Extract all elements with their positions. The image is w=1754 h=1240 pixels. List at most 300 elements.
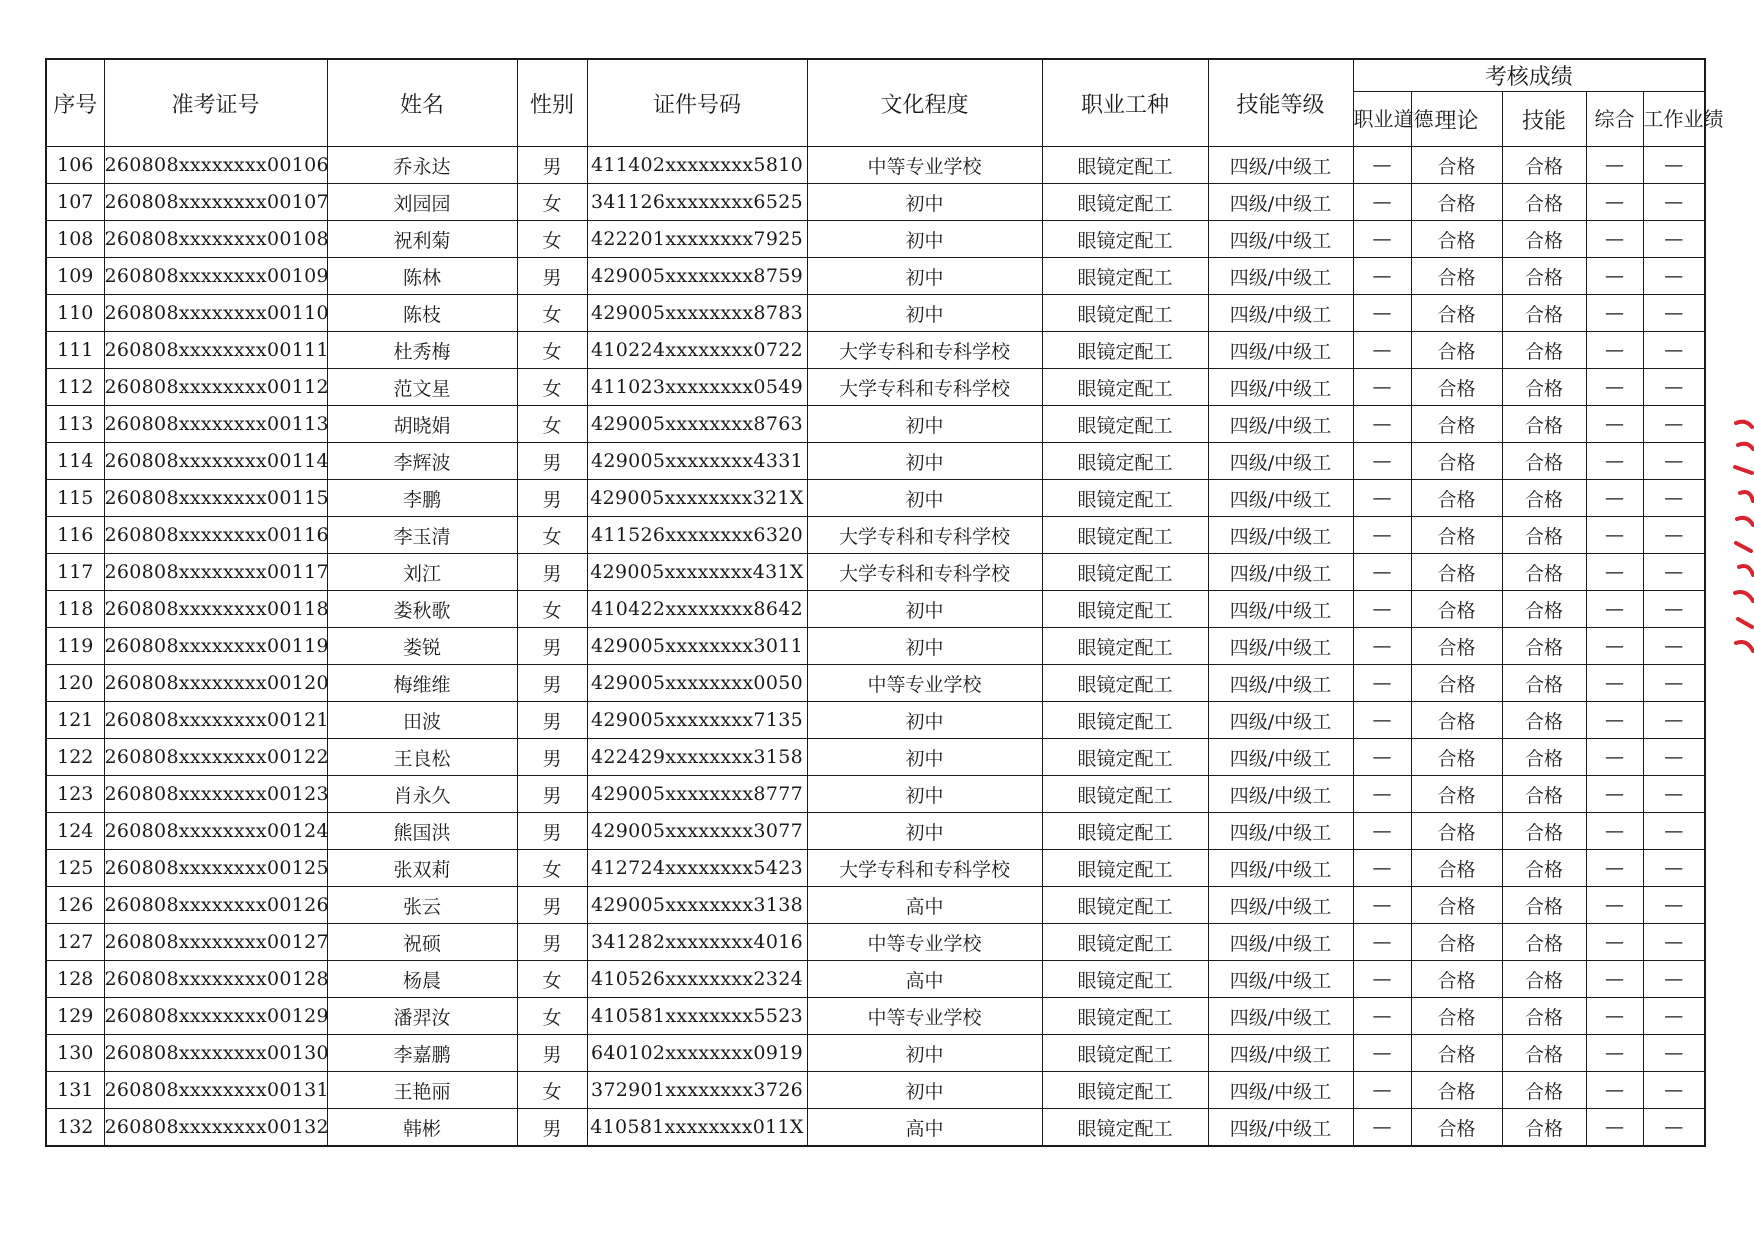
cell-skill-level: 四级/中级工 <box>1208 147 1353 184</box>
cell-ethics: — <box>1353 443 1411 480</box>
cell-name: 张云 <box>327 887 517 924</box>
cell-skill: 合格 <box>1502 480 1586 517</box>
cell-skill: 合格 <box>1502 998 1586 1035</box>
cell-gender: 女 <box>517 332 587 369</box>
cell-work-performance: — <box>1643 776 1705 813</box>
cell-occupation: 眼镜定配工 <box>1042 258 1208 295</box>
cell-seq: 123 <box>46 776 104 813</box>
cell-name: 韩彬 <box>327 1109 517 1147</box>
cell-gender: 男 <box>517 739 587 776</box>
cell-comprehensive: — <box>1586 369 1643 406</box>
results-table <box>45 58 1724 1147</box>
cell-comprehensive: — <box>1586 739 1643 776</box>
cell-id-number: 410526xxxxxxxx2324 <box>587 961 807 998</box>
cell-exam-id: 260808xxxxxxxx00117 <box>104 554 327 591</box>
cell-skill: 合格 <box>1502 258 1586 295</box>
cell-seq: 109 <box>46 258 104 295</box>
cell-ethics: — <box>1353 554 1411 591</box>
cell-id-number: 412724xxxxxxxx5423 <box>587 850 807 887</box>
cell-occupation: 眼镜定配工 <box>1042 517 1208 554</box>
cell-exam-id: 260808xxxxxxxx00114 <box>104 443 327 480</box>
cell-name: 乔永达 <box>327 147 517 184</box>
cell-exam-id: 260808xxxxxxxx00126 <box>104 887 327 924</box>
cell-education: 初中 <box>807 1035 1042 1072</box>
cell-ethics: — <box>1353 221 1411 258</box>
cell-theory: 合格 <box>1411 850 1502 887</box>
cell-theory: 合格 <box>1411 813 1502 850</box>
cell-comprehensive: — <box>1586 295 1643 332</box>
table-row <box>46 147 1705 184</box>
cell-ethics: — <box>1353 295 1411 332</box>
table-row <box>46 332 1705 369</box>
cell-name: 李玉清 <box>327 517 517 554</box>
cell-education: 初中 <box>807 258 1042 295</box>
cell-id-number: 429005xxxxxxxx3077 <box>587 813 807 850</box>
cell-skill-level: 四级/中级工 <box>1208 1035 1353 1072</box>
cell-ethics: — <box>1353 776 1411 813</box>
cell-theory: 合格 <box>1411 1072 1502 1109</box>
cell-occupation: 眼镜定配工 <box>1042 776 1208 813</box>
cell-skill-level: 四级/中级工 <box>1208 1072 1353 1109</box>
cell-theory: 合格 <box>1411 739 1502 776</box>
cell-ethics: — <box>1353 517 1411 554</box>
cell-theory: 合格 <box>1411 517 1502 554</box>
cell-occupation: 眼镜定配工 <box>1042 998 1208 1035</box>
cell-comprehensive: — <box>1586 147 1643 184</box>
cell-skill-level: 四级/中级工 <box>1208 332 1353 369</box>
cell-occupation: 眼镜定配工 <box>1042 443 1208 480</box>
cell-seq: 110 <box>46 295 104 332</box>
table-row <box>46 850 1705 887</box>
cell-name: 杜秀梅 <box>327 332 517 369</box>
cell-education: 中等专业学校 <box>807 998 1042 1035</box>
cell-occupation: 眼镜定配工 <box>1042 554 1208 591</box>
cell-ethics: — <box>1353 147 1411 184</box>
cell-education: 高中 <box>807 1109 1042 1147</box>
cell-name: 范文星 <box>327 369 517 406</box>
cell-comprehensive: — <box>1586 480 1643 517</box>
cell-work-performance: — <box>1643 406 1705 443</box>
cell-ethics: — <box>1353 887 1411 924</box>
cell-exam-id: 260808xxxxxxxx00109 <box>104 258 327 295</box>
cell-skill-level: 四级/中级工 <box>1208 702 1353 739</box>
cell-gender: 女 <box>517 850 587 887</box>
cell-occupation: 眼镜定配工 <box>1042 480 1208 517</box>
cell-work-performance: — <box>1643 924 1705 961</box>
cell-id-number: 372901xxxxxxxx3726 <box>587 1072 807 1109</box>
cell-exam-id: 260808xxxxxxxx00121 <box>104 702 327 739</box>
cell-ethics: — <box>1353 850 1411 887</box>
cell-work-performance: — <box>1643 295 1705 332</box>
cell-occupation: 眼镜定配工 <box>1042 739 1208 776</box>
cell-comprehensive: — <box>1586 1109 1643 1147</box>
cell-comprehensive: — <box>1586 554 1643 591</box>
header-ethics: 职业道德 <box>1353 92 1411 147</box>
cell-theory: 合格 <box>1411 332 1502 369</box>
cell-id-number: 341282xxxxxxxx4016 <box>587 924 807 961</box>
cell-theory: 合格 <box>1411 961 1502 998</box>
cell-seq: 128 <box>46 961 104 998</box>
cell-seq: 117 <box>46 554 104 591</box>
cell-theory: 合格 <box>1411 369 1502 406</box>
cell-name: 娄秋歌 <box>327 591 517 628</box>
cell-skill: 合格 <box>1502 554 1586 591</box>
cell-skill: 合格 <box>1502 1035 1586 1072</box>
cell-ethics: — <box>1353 1072 1411 1109</box>
cell-seq: 112 <box>46 369 104 406</box>
cell-gender: 男 <box>517 1035 587 1072</box>
cell-name: 娄锐 <box>327 628 517 665</box>
cell-exam-id: 260808xxxxxxxx00106 <box>104 147 327 184</box>
cell-seq: 127 <box>46 924 104 961</box>
cell-comprehensive: — <box>1586 332 1643 369</box>
header-id-number: 证件号码 <box>587 59 807 147</box>
cell-work-performance: — <box>1643 554 1705 591</box>
cell-skill-level: 四级/中级工 <box>1208 517 1353 554</box>
cell-gender: 女 <box>517 998 587 1035</box>
cell-seq: 126 <box>46 887 104 924</box>
cell-skill: 合格 <box>1502 813 1586 850</box>
cell-theory: 合格 <box>1411 295 1502 332</box>
table-row <box>46 813 1705 850</box>
header-work-performance: 工作业绩 <box>1643 92 1705 147</box>
cell-skill: 合格 <box>1502 406 1586 443</box>
cell-ethics: — <box>1353 184 1411 221</box>
cell-skill-level: 四级/中级工 <box>1208 591 1353 628</box>
cell-education: 初中 <box>807 813 1042 850</box>
cell-ethics: — <box>1353 924 1411 961</box>
cell-id-number: 429005xxxxxxxx431X <box>587 554 807 591</box>
cell-gender: 男 <box>517 665 587 702</box>
cell-exam-id: 260808xxxxxxxx00130 <box>104 1035 327 1072</box>
cell-gender: 女 <box>517 961 587 998</box>
cell-comprehensive: — <box>1586 406 1643 443</box>
header-row-top <box>46 59 1705 92</box>
cell-gender: 男 <box>517 443 587 480</box>
cell-gender: 男 <box>517 628 587 665</box>
cell-exam-id: 260808xxxxxxxx00111 <box>104 332 327 369</box>
cell-comprehensive: — <box>1586 517 1643 554</box>
cell-education: 大学专科和专科学校 <box>807 332 1042 369</box>
cell-work-performance: — <box>1643 702 1705 739</box>
table-row <box>46 665 1705 702</box>
cell-skill: 合格 <box>1502 665 1586 702</box>
cell-exam-id: 260808xxxxxxxx00108 <box>104 221 327 258</box>
cell-education: 初中 <box>807 591 1042 628</box>
cell-comprehensive: — <box>1586 665 1643 702</box>
cell-occupation: 眼镜定配工 <box>1042 332 1208 369</box>
cell-name: 梅维维 <box>327 665 517 702</box>
cell-id-number: 640102xxxxxxxx0919 <box>587 1035 807 1072</box>
cell-seq: 131 <box>46 1072 104 1109</box>
cell-work-performance: — <box>1643 591 1705 628</box>
cell-gender: 男 <box>517 924 587 961</box>
cell-skill: 合格 <box>1502 369 1586 406</box>
cell-ethics: — <box>1353 998 1411 1035</box>
cell-ethics: — <box>1353 665 1411 702</box>
cell-exam-id: 260808xxxxxxxx00124 <box>104 813 327 850</box>
cell-name: 陈枝 <box>327 295 517 332</box>
cell-work-performance: — <box>1643 184 1705 221</box>
cell-education: 初中 <box>807 702 1042 739</box>
cell-seq: 108 <box>46 221 104 258</box>
cell-skill: 合格 <box>1502 850 1586 887</box>
cell-education: 初中 <box>807 776 1042 813</box>
cell-id-number: 429005xxxxxxxx4331 <box>587 443 807 480</box>
cell-comprehensive: — <box>1586 702 1643 739</box>
cell-ethics: — <box>1353 332 1411 369</box>
cell-comprehensive: — <box>1586 1072 1643 1109</box>
cell-gender: 女 <box>517 1072 587 1109</box>
cell-theory: 合格 <box>1411 1035 1502 1072</box>
cell-skill: 合格 <box>1502 628 1586 665</box>
cell-occupation: 眼镜定配工 <box>1042 1109 1208 1147</box>
cell-occupation: 眼镜定配工 <box>1042 850 1208 887</box>
cell-id-number: 429005xxxxxxxx7135 <box>587 702 807 739</box>
cell-work-performance: — <box>1643 850 1705 887</box>
cell-ethics: — <box>1353 369 1411 406</box>
cell-id-number: 429005xxxxxxxx321X <box>587 480 807 517</box>
cell-id-number: 411023xxxxxxxx0549 <box>587 369 807 406</box>
cell-skill: 合格 <box>1502 221 1586 258</box>
cell-theory: 合格 <box>1411 702 1502 739</box>
header-exam-id: 准考证号 <box>104 59 327 147</box>
cell-occupation: 眼镜定配工 <box>1042 406 1208 443</box>
cell-name: 潘羿汝 <box>327 998 517 1035</box>
cell-work-performance: — <box>1643 332 1705 369</box>
cell-exam-id: 260808xxxxxxxx00131 <box>104 1072 327 1109</box>
cell-name: 祝利菊 <box>327 221 517 258</box>
cell-gender: 男 <box>517 554 587 591</box>
cell-skill: 合格 <box>1502 776 1586 813</box>
header-education: 文化程度 <box>807 59 1042 147</box>
cell-education: 大学专科和专科学校 <box>807 554 1042 591</box>
cell-occupation: 眼镜定配工 <box>1042 628 1208 665</box>
cell-work-performance: — <box>1643 887 1705 924</box>
cell-id-number: 422201xxxxxxxx7925 <box>587 221 807 258</box>
cell-skill: 合格 <box>1502 1072 1586 1109</box>
cell-seq: 115 <box>46 480 104 517</box>
table-row <box>46 184 1705 221</box>
cell-skill: 合格 <box>1502 887 1586 924</box>
cell-skill-level: 四级/中级工 <box>1208 813 1353 850</box>
cell-exam-id: 260808xxxxxxxx00107 <box>104 184 327 221</box>
header-seq: 序号 <box>46 59 104 147</box>
cell-skill-level: 四级/中级工 <box>1208 961 1353 998</box>
cell-seq: 106 <box>46 147 104 184</box>
table-row <box>46 591 1705 628</box>
cell-exam-id: 260808xxxxxxxx00122 <box>104 739 327 776</box>
table-row <box>46 887 1705 924</box>
cell-id-number: 429005xxxxxxxx3011 <box>587 628 807 665</box>
header-occupation: 职业工种 <box>1042 59 1208 147</box>
cell-skill-level: 四级/中级工 <box>1208 554 1353 591</box>
cell-comprehensive: — <box>1586 591 1643 628</box>
cell-gender: 女 <box>517 221 587 258</box>
cell-gender: 女 <box>517 406 587 443</box>
table-row <box>46 739 1705 776</box>
table-row <box>46 369 1705 406</box>
cell-seq: 125 <box>46 850 104 887</box>
cell-education: 高中 <box>807 961 1042 998</box>
cell-skill: 合格 <box>1502 591 1586 628</box>
cell-comprehensive: — <box>1586 998 1643 1035</box>
cell-work-performance: — <box>1643 1035 1705 1072</box>
cell-education: 初中 <box>807 406 1042 443</box>
cell-name: 李嘉鹏 <box>327 1035 517 1072</box>
cell-skill: 合格 <box>1502 961 1586 998</box>
cell-skill-level: 四级/中级工 <box>1208 1109 1353 1147</box>
table-row <box>46 1072 1705 1109</box>
cell-ethics: — <box>1353 739 1411 776</box>
cell-skill: 合格 <box>1502 1109 1586 1147</box>
cell-comprehensive: — <box>1586 258 1643 295</box>
cell-work-performance: — <box>1643 998 1705 1035</box>
cell-education: 中等专业学校 <box>807 924 1042 961</box>
cell-seq: 122 <box>46 739 104 776</box>
cell-skill-level: 四级/中级工 <box>1208 665 1353 702</box>
header-name: 姓名 <box>327 59 517 147</box>
cell-theory: 合格 <box>1411 480 1502 517</box>
cell-ethics: — <box>1353 1109 1411 1147</box>
cell-education: 初中 <box>807 739 1042 776</box>
cell-skill-level: 四级/中级工 <box>1208 628 1353 665</box>
cell-work-performance: — <box>1643 369 1705 406</box>
cell-work-performance: — <box>1643 813 1705 850</box>
header-skill: 技能 <box>1502 92 1586 147</box>
cell-work-performance: — <box>1643 480 1705 517</box>
cell-education: 中等专业学校 <box>807 665 1042 702</box>
table-row <box>46 776 1705 813</box>
cell-comprehensive: — <box>1586 443 1643 480</box>
cell-occupation: 眼镜定配工 <box>1042 147 1208 184</box>
cell-gender: 女 <box>517 517 587 554</box>
cell-ethics: — <box>1353 591 1411 628</box>
cell-skill: 合格 <box>1502 184 1586 221</box>
cell-theory: 合格 <box>1411 776 1502 813</box>
table-row <box>46 480 1705 517</box>
cell-exam-id: 260808xxxxxxxx00116 <box>104 517 327 554</box>
cell-education: 初中 <box>807 628 1042 665</box>
cell-theory: 合格 <box>1411 147 1502 184</box>
cell-work-performance: — <box>1643 961 1705 998</box>
cell-id-number: 410422xxxxxxxx8642 <box>587 591 807 628</box>
cell-id-number: 429005xxxxxxxx8763 <box>587 406 807 443</box>
cell-name: 王艳丽 <box>327 1072 517 1109</box>
red-seal-stamp <box>1732 415 1754 665</box>
cell-education: 大学专科和专科学校 <box>807 850 1042 887</box>
cell-name: 刘江 <box>327 554 517 591</box>
cell-theory: 合格 <box>1411 221 1502 258</box>
cell-name: 张双莉 <box>327 850 517 887</box>
cell-seq: 114 <box>46 443 104 480</box>
cell-skill-level: 四级/中级工 <box>1208 739 1353 776</box>
cell-theory: 合格 <box>1411 887 1502 924</box>
cell-work-performance: — <box>1643 1109 1705 1147</box>
cell-occupation: 眼镜定配工 <box>1042 295 1208 332</box>
table-row <box>46 221 1705 258</box>
cell-gender: 女 <box>517 184 587 221</box>
cell-work-performance: — <box>1643 221 1705 258</box>
cell-occupation: 眼镜定配工 <box>1042 1072 1208 1109</box>
cell-gender: 女 <box>517 295 587 332</box>
cell-skill-level: 四级/中级工 <box>1208 258 1353 295</box>
cell-theory: 合格 <box>1411 406 1502 443</box>
cell-work-performance: — <box>1643 739 1705 776</box>
cell-skill-level: 四级/中级工 <box>1208 776 1353 813</box>
cell-occupation: 眼镜定配工 <box>1042 813 1208 850</box>
cell-seq: 107 <box>46 184 104 221</box>
cell-work-performance: — <box>1643 665 1705 702</box>
cell-ethics: — <box>1353 702 1411 739</box>
cell-skill: 合格 <box>1502 702 1586 739</box>
cell-occupation: 眼镜定配工 <box>1042 665 1208 702</box>
cell-name: 刘园园 <box>327 184 517 221</box>
cell-seq: 132 <box>46 1109 104 1147</box>
cell-comprehensive: — <box>1586 1035 1643 1072</box>
cell-theory: 合格 <box>1411 184 1502 221</box>
cell-occupation: 眼镜定配工 <box>1042 591 1208 628</box>
cell-skill: 合格 <box>1502 517 1586 554</box>
cell-gender: 女 <box>517 591 587 628</box>
cell-education: 大学专科和专科学校 <box>807 517 1042 554</box>
cell-comprehensive: — <box>1586 850 1643 887</box>
cell-seq: 111 <box>46 332 104 369</box>
cell-id-number: 429005xxxxxxxx8783 <box>587 295 807 332</box>
cell-ethics: — <box>1353 258 1411 295</box>
cell-comprehensive: — <box>1586 184 1643 221</box>
cell-skill-level: 四级/中级工 <box>1208 887 1353 924</box>
cell-gender: 男 <box>517 1109 587 1147</box>
cell-seq: 120 <box>46 665 104 702</box>
cell-skill-level: 四级/中级工 <box>1208 850 1353 887</box>
cell-gender: 男 <box>517 887 587 924</box>
cell-skill-level: 四级/中级工 <box>1208 221 1353 258</box>
cell-skill-level: 四级/中级工 <box>1208 406 1353 443</box>
cell-comprehensive: — <box>1586 924 1643 961</box>
table-row <box>46 295 1705 332</box>
cell-exam-id: 260808xxxxxxxx00115 <box>104 480 327 517</box>
cell-id-number: 429005xxxxxxxx0050 <box>587 665 807 702</box>
cell-education: 初中 <box>807 221 1042 258</box>
cell-seq: 130 <box>46 1035 104 1072</box>
cell-exam-id: 260808xxxxxxxx00123 <box>104 776 327 813</box>
cell-ethics: — <box>1353 961 1411 998</box>
cell-seq: 116 <box>46 517 104 554</box>
cell-exam-id: 260808xxxxxxxx00110 <box>104 295 327 332</box>
cell-comprehensive: — <box>1586 221 1643 258</box>
cell-work-performance: — <box>1643 517 1705 554</box>
cell-id-number: 410224xxxxxxxx0722 <box>587 332 807 369</box>
cell-theory: 合格 <box>1411 924 1502 961</box>
cell-occupation: 眼镜定配工 <box>1042 924 1208 961</box>
cell-theory: 合格 <box>1411 998 1502 1035</box>
cell-skill-level: 四级/中级工 <box>1208 480 1353 517</box>
cell-skill: 合格 <box>1502 443 1586 480</box>
cell-work-performance: — <box>1643 628 1705 665</box>
table-row <box>46 961 1705 998</box>
cell-gender: 男 <box>517 813 587 850</box>
cell-skill-level: 四级/中级工 <box>1208 369 1353 406</box>
cell-exam-id: 260808xxxxxxxx00118 <box>104 591 327 628</box>
cell-theory: 合格 <box>1411 554 1502 591</box>
cell-skill-level: 四级/中级工 <box>1208 924 1353 961</box>
cell-exam-id: 260808xxxxxxxx00120 <box>104 665 327 702</box>
cell-gender: 女 <box>517 369 587 406</box>
cell-seq: 119 <box>46 628 104 665</box>
table-row <box>46 258 1705 295</box>
cell-name: 陈林 <box>327 258 517 295</box>
